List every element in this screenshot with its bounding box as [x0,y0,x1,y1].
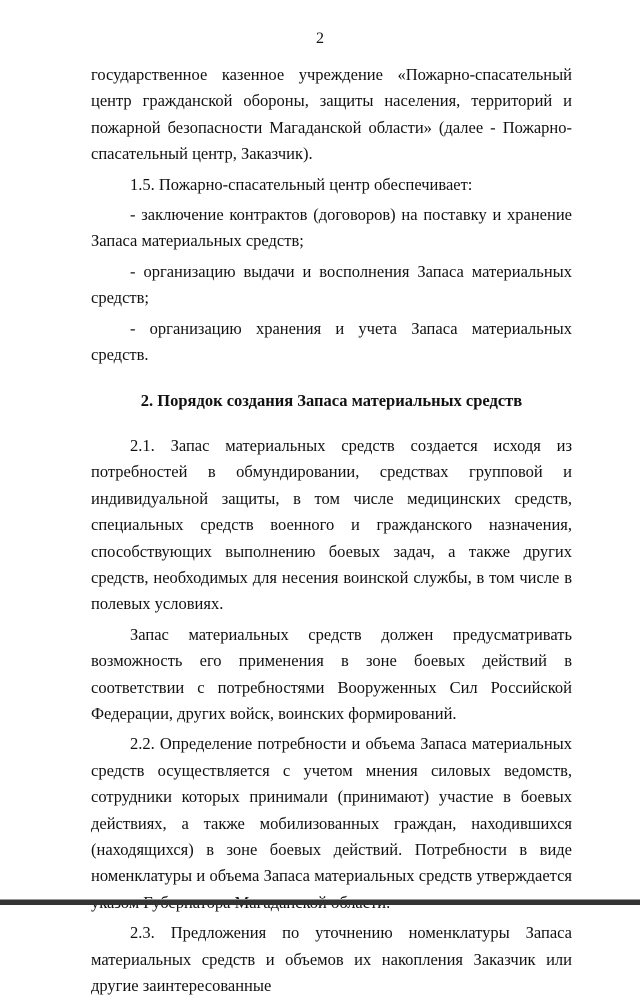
paragraph-2-1: 2.1. Запас материальных средств создается исходя из потребностей в обмундировании, средствах групповой и индивидуальной защиты, в том числе медицинских средств, специальных средств военного и гражданского назначения, способствующих выполнению боевых задач, а также других средств, необходимых для несения воинской службы, в том числе в полевых условиях. [91,435,572,614]
page-number: 2 [316,30,324,47]
list-item-contracts: - заключение контрактов (договоров) на поставку и хранение Запаса материальных средств; [91,205,572,251]
document-body [91,62,572,999]
paragraph-2-3: 2.3. Предложения по уточнению номенклатуры Запаса материальных средств и объемов их накопления Заказчик или другие заинтересованные [91,923,572,995]
paragraph-2-1-continued: Запас материальных средств должен предусматривать возможность его применения в зоне боевых действий в соответствии с потребностями Вооруженных Сил Российской Федерации, других войск, воинских формирований. [91,624,572,723]
paragraph-intro: государственное казенное учреждение «Пожарно-спасательный центр гражданской обороны, защиты населения, территорий и пожарной безопасности Магаданской области» (далее - Пожарно-спасательный центр, Заказчик). [91,65,572,164]
paragraph-1-5: 1.5. Пожарно-спасательный центр обеспечивает: [130,174,473,194]
section-heading: 2. Порядок создания Запаса материальных средств [140,391,523,411]
list-item-issuance: - организацию выдачи и восполнения Запаса материальных средств; [91,261,572,308]
list-item-storage: - организацию хранения и учета Запаса материальных средств. [91,318,572,365]
scan-bottom-border [0,900,640,905]
paragraph-2-2: 2.2. Определение потребности и объема Запаса материальных средств осуществляется с учетом мнения силовых ведомств, сотрудники которых принимали (принимают) участие в боевых действиях, а также мобилизованных граждан, находившихся (находящихся) в зоне боевых действий. Потребности в виде номенклатуры и объема Запаса материальных средств утверждается [91,734,572,886]
